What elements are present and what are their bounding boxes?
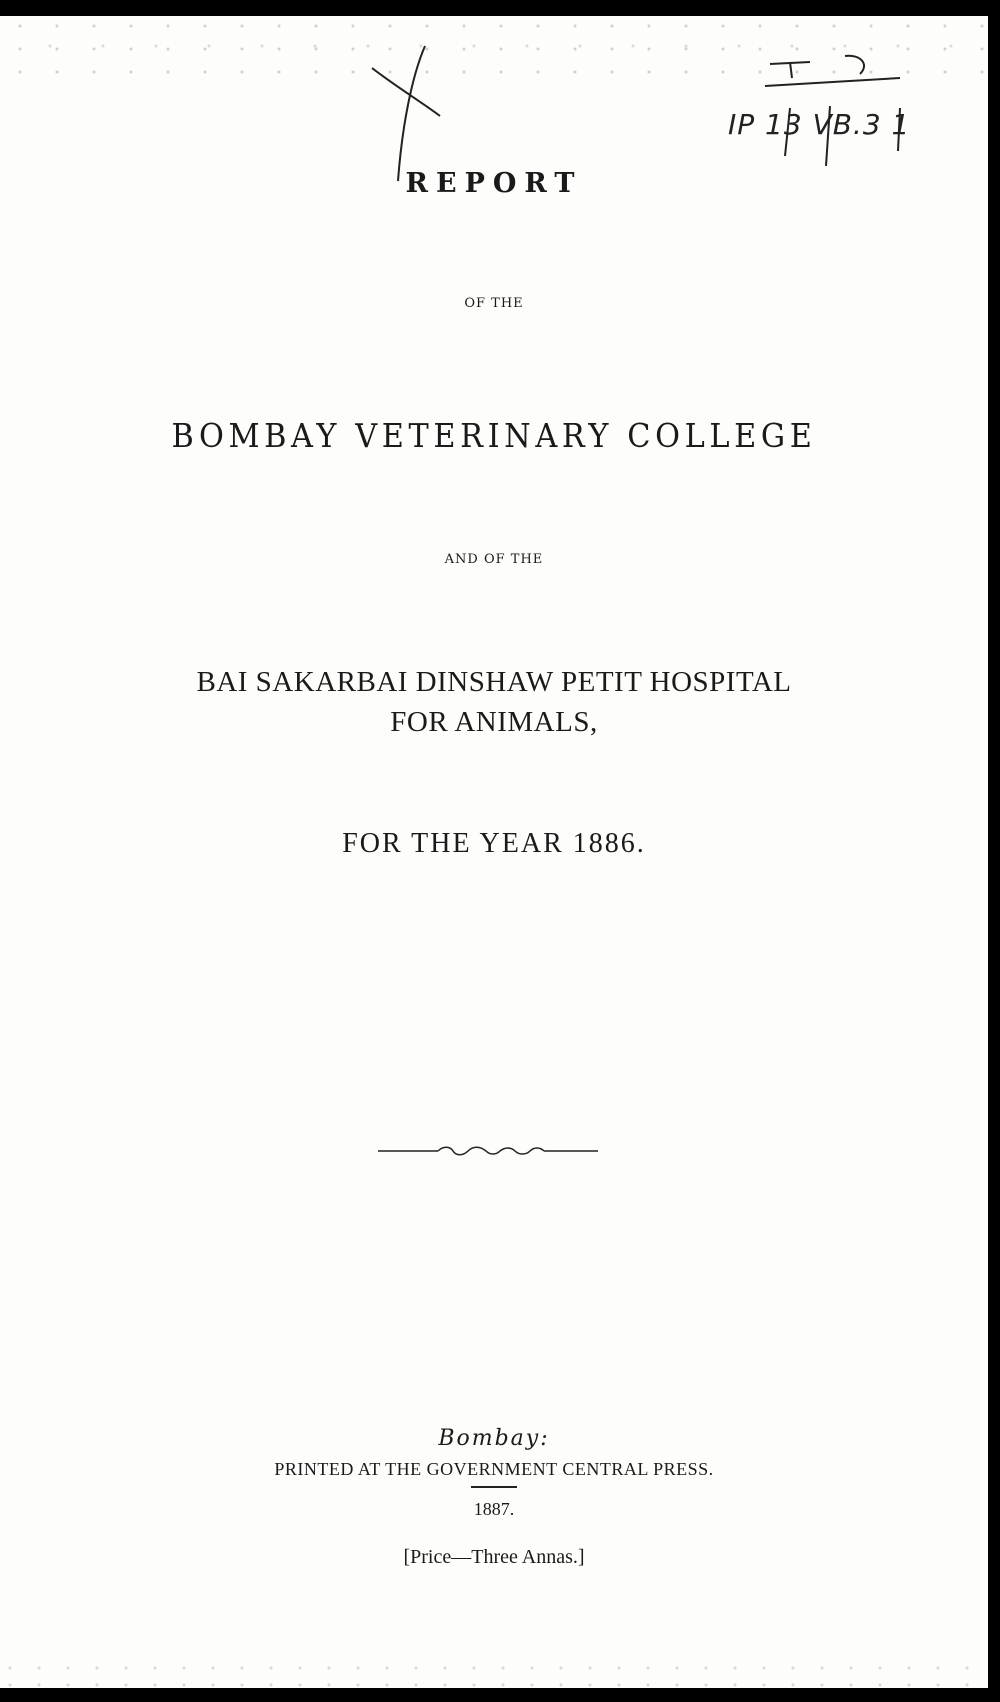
report-year: FOR THE YEAR 1886. (342, 828, 646, 859)
imprint-place: Bombay: (438, 1426, 550, 1451)
imprint-year: 1887. (473, 1499, 515, 1519)
page-title: REPORT (405, 168, 583, 199)
hospital-name-line2: FOR ANIMALS, (390, 706, 598, 738)
shelfmark-handwriting: IP 13 VB.3 1 (728, 108, 911, 141)
handwritten-stroke-mark (398, 46, 425, 181)
hospital-name-line1: BAI SAKARBAI DINSHAW PETIT HOSPITAL (196, 666, 792, 698)
ornament-divider (378, 1144, 603, 1158)
institution-name: BOMBAY VETERINARY COLLEGE (171, 416, 817, 455)
handwritten-corner-mark (765, 56, 900, 86)
and-of-the-text: AND OF THE (444, 552, 544, 567)
scan-noise-bottom (0, 1658, 988, 1688)
of-the-text: OF THE (464, 296, 524, 311)
handwritten-x-mark (372, 68, 440, 116)
price-note: [Price—Three Annas.] (403, 1546, 585, 1568)
document-page (0, 16, 988, 1688)
imprint-printer: PRINTED AT THE GOVERNMENT CENTRAL PRESS. (274, 1459, 714, 1479)
imprint-rule (471, 1486, 517, 1488)
